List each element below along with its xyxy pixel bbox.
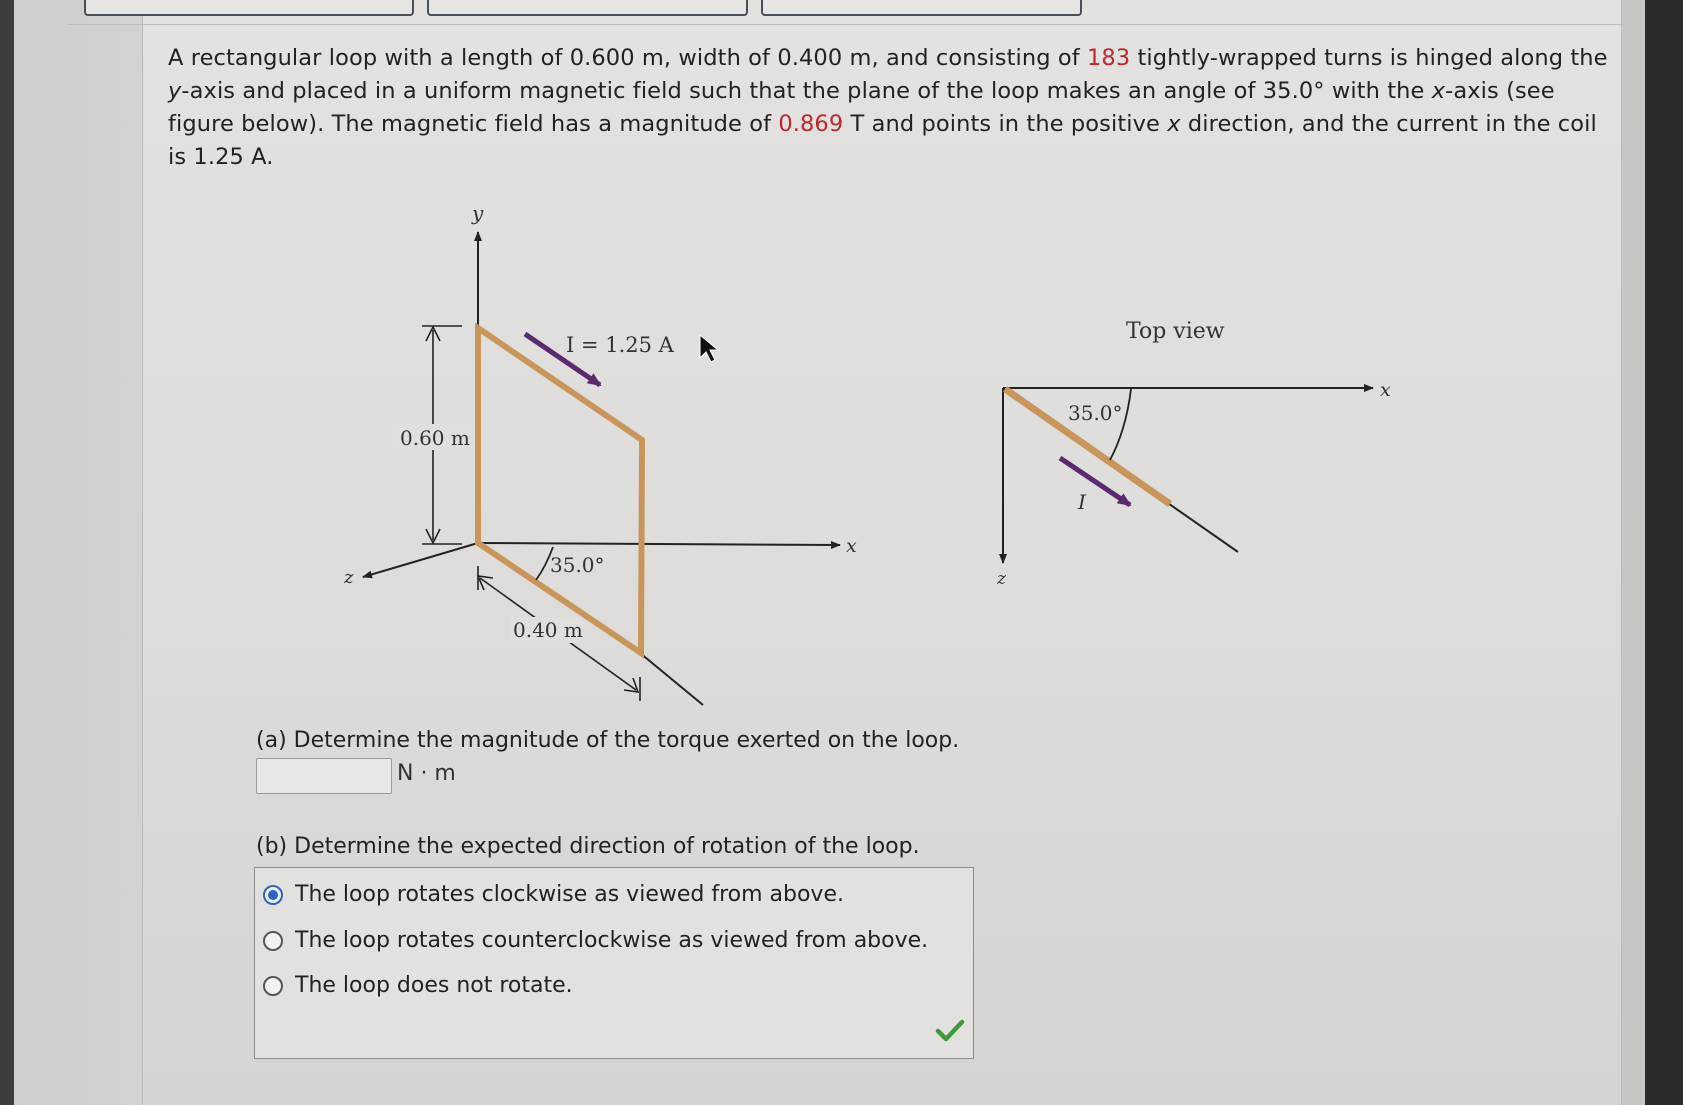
x-axis-label: x <box>846 535 857 557</box>
top-angle-label: 35.0° <box>1068 401 1123 425</box>
y-axis-label: y <box>472 201 484 225</box>
field-value: 0.869 <box>778 111 844 137</box>
z-axis-line <box>363 543 478 577</box>
option-clockwise[interactable] <box>263 882 844 907</box>
top-current-label: I <box>1078 490 1086 514</box>
loop-axis-line <box>640 653 703 705</box>
problem-text-6: direction, and the current in the coil is 1.25 A. <box>168 111 1597 170</box>
rotation-options-box <box>254 867 974 1059</box>
problem-text-1: A rectangular loop with a length of 0.600 m, width of 0.400 m, and consisting of <box>168 45 1087 71</box>
current-label: I = 1.25 A <box>566 333 674 357</box>
x-variable: x <box>1431 78 1446 104</box>
option-counterclockwise[interactable] <box>263 928 928 953</box>
top-x-label: x <box>1380 379 1391 401</box>
x-axis-line <box>478 543 840 545</box>
top-z-label: z <box>997 569 1006 589</box>
radio-no-rotation[interactable] <box>263 976 283 996</box>
torque-unit: N · m <box>397 761 456 786</box>
problem-text-5: T and points in the positive <box>843 111 1168 137</box>
option-no-rotation[interactable] <box>263 973 573 998</box>
part-b-question: (b) Determine the expected direction of rotation of the loop. <box>256 834 920 859</box>
current-loop <box>478 328 642 653</box>
checkmark-icon <box>935 1018 965 1044</box>
angle-label: 35.0° <box>550 553 605 577</box>
radio-counterclockwise[interactable] <box>263 931 283 951</box>
radio-clockwise[interactable] <box>263 885 283 905</box>
height-label: 0.60 m <box>400 426 470 450</box>
option-no-rotation-label: The loop does not rotate. <box>295 973 573 998</box>
screen-edge <box>1645 0 1683 1105</box>
torque-answer-input[interactable] <box>256 758 392 794</box>
z-axis-label: z <box>344 567 354 588</box>
mouse-cursor-icon <box>700 335 718 362</box>
problem-text-4: -axis (see figure below). The magnetic field has a magnitude of <box>168 78 1555 137</box>
option-counterclockwise-label: The loop rotates counterclockwise as viewed from above. <box>295 928 929 953</box>
part-a-question: (a) Determine the magnitude of the torque exerted on the loop. <box>256 728 960 753</box>
top-view-title: Top view <box>1126 319 1225 344</box>
width-label: 0.40 m <box>513 618 583 642</box>
problem-text-3: -axis and placed in a uniform magnetic field such that the plane of the loop makes an angle of 35.0° with the <box>181 78 1432 104</box>
problem-text-2: tightly-wrapped turns is hinged along the <box>1130 45 1608 71</box>
y-variable: y <box>168 78 182 104</box>
turns-value: 183 <box>1087 45 1131 71</box>
x-variable-2: x <box>1167 111 1181 137</box>
option-clockwise-label: The loop rotates clockwise as viewed from above. <box>295 882 844 907</box>
